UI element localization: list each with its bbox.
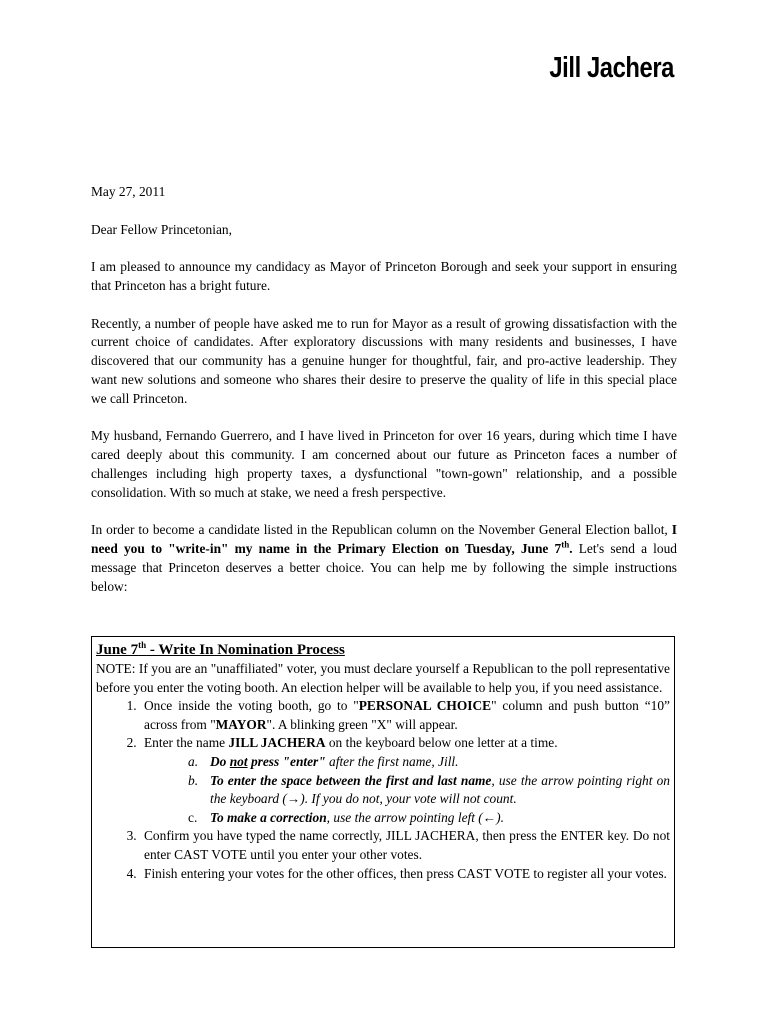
- title-sup: th: [138, 640, 147, 650]
- step1-a: Once inside the voting booth, go to ": [144, 698, 359, 714]
- left-arrow-icon: ←: [482, 809, 497, 825]
- substep-c: [188, 809, 670, 828]
- step2-name: JILL JACHERA: [228, 735, 326, 751]
- cta-end: Let's send a loud message that Princeton deserves a better choice. You can help me by following the simple instructions below:: [91, 541, 677, 594]
- substep-b-end: ). If you do not, your vote will not count.: [300, 791, 517, 807]
- steps-list: [96, 697, 670, 883]
- substep-a-rest: after the first name, Jill.: [325, 753, 459, 769]
- cta-bold-end: .: [569, 541, 573, 557]
- paragraph-announcement: I am pleased to announce my candidacy as Mayor of Princeton Borough and seek your support in ensuring that Princeton has a bright future.: [91, 259, 677, 293]
- step1-c: " column and push button “10” across from ": [144, 698, 670, 732]
- substep-a-not: not: [229, 753, 248, 769]
- step-2: [140, 734, 670, 827]
- title-date: June 7: [96, 642, 139, 658]
- instructions-title: [96, 640, 670, 660]
- substep-b: [188, 772, 670, 809]
- step-4: 4. Finish entering your votes for the other offices, then press CAST VOTE to register all your votes.: [140, 865, 670, 884]
- paragraph-motivation: Recently, a number of people have asked me to run for Mayor as a result of growing dissatisfaction with the current choice of candidates. After exploratory discussions with many residents and businesses, I have discovered that our community has a genuine hunger for thoughtful, fair, and pro-active leadership. They want new solutions and someone who shares their desire to preserve the quality of life in this special place we call Princeton.: [91, 315, 677, 406]
- paragraph-background: My husband, Fernando Guerrero, and I have lived in Princeton for over 16 years, during which time I have cared deeply about this community. I am concerned about our future as Princeton faces a number of challenges including high property taxes, a dysfunctional "town-gown" relationship, and a possible consolidation. With so much at stake, we need a fresh perspective.: [91, 428, 677, 500]
- substep-b-marker: b.: [188, 772, 199, 788]
- letterhead-name: Jill Jachera: [549, 52, 674, 84]
- paragraph-call-to-action: [91, 521, 677, 596]
- unaffiliated-note: NOTE: If you are an "unaffiliated" voter, you must declare yourself a Republican to the poll representative before you enter the voting booth. An election helper will be available to help you, if you need assistance.: [96, 661, 670, 695]
- cta-intro: In order to become a candidate listed in the Republican column on the November General Election ballot,: [91, 522, 672, 538]
- letter-body: [91, 183, 677, 615]
- substep-c-end: ).: [496, 809, 504, 825]
- letter-date: May 27, 2011: [91, 184, 166, 199]
- salutation: Dear Fellow Princetonian,: [91, 221, 232, 237]
- step-3: 3. Confirm you have typed the name correctly, JILL JACHERA, then press the ENTER key. Do not enter CAST VOTE until you enter your other votes.: [140, 827, 670, 864]
- cta-bold-text: I need you to "write-in" my name in the Primary Election on Tuesday, June 7: [91, 522, 677, 557]
- substep-b-bold: To enter the space between the first and last name: [210, 772, 492, 788]
- substep-b-rest: , use the arrow pointing right on the keyboard (: [210, 772, 670, 807]
- step1-personal-choice: PERSONAL CHOICE: [358, 698, 492, 714]
- step2-a: Enter the name: [144, 735, 229, 751]
- title-rest: - Write In Nomination Process: [146, 642, 345, 658]
- step-1: [140, 697, 670, 734]
- cta-bold-sup: th: [561, 539, 570, 550]
- instructions-box: [91, 636, 675, 948]
- substep-c-marker: c.: [188, 809, 198, 825]
- step-2-substeps: [144, 753, 670, 827]
- step2-c: on the keyboard below one letter at a time.: [325, 735, 558, 751]
- step1-mayor: MAYOR: [215, 716, 267, 732]
- substep-a-bold2: press "enter": [247, 753, 326, 769]
- substep-c-rest: , use the arrow pointing left (: [326, 809, 483, 825]
- right-arrow-icon: →: [286, 791, 301, 807]
- substep-a-bold1: Do: [210, 753, 230, 769]
- step1-e: ". A blinking green "X" will appear.: [266, 716, 458, 732]
- substep-a-marker: a.: [188, 753, 199, 769]
- substep-c-bold: To make a correction: [210, 809, 327, 825]
- substep-a: [188, 753, 670, 772]
